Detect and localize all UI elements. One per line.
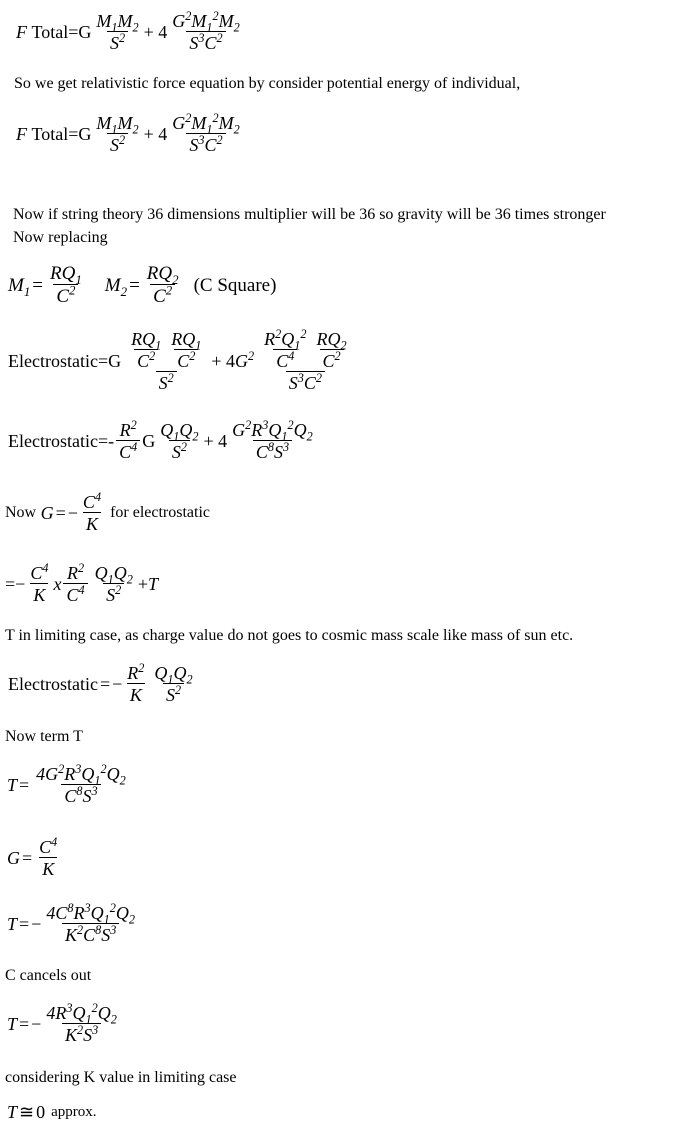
label-electrostatic: Electrostatic=- [8, 431, 115, 451]
fraction-rq2-over-c2: $\frac{RQ_2}{C^2}$ [146, 263, 179, 307]
fraction-g2r3q1sq-q2-over-c8s3: $\frac{G^2R^3Q_1^2Q_2}{C^8S^3}$ [232, 418, 313, 462]
note-c-square: (C Square) [193, 274, 277, 296]
equation-mass-replacement: $M_1$ = $\frac{RQ_1}{C^2}$ $M_2$ = $\frac{RQ_2}{C^2}$ (C Square) [8, 263, 277, 307]
symbol-m1: $M_1$ [8, 274, 31, 299]
note-for-electrostatic: for electrostatic [110, 504, 211, 521]
symbol-f: F [16, 22, 27, 42]
fraction-rq1-over-c2: $\frac{RQ_1}{C^2}$ [50, 263, 82, 307]
fraction-4c8r3q1sq-q2-over-k2c8s3: $\frac{4C^8R^3Q_1^2Q_2}{K^2C^8S^3}$ [46, 901, 135, 945]
fraction-m1m2-over-s2: $\frac{M_1M_2}{S^2}$ [96, 11, 139, 53]
fraction-m1m2-over-s2: $\frac{M_1M_2}{S^2}$ [96, 113, 139, 155]
equation-term-t-substituted: T = − $\frac{4C^8R^3Q_1^2Q_2}{K^2C^8S^3}$ [7, 904, 140, 944]
plus-four: + 4 [211, 351, 236, 371]
fraction-q1q2-over-s2: $\frac{Q_1Q_2}{S^2}$ [154, 663, 193, 705]
label-electrostatic-g: Electrostatic=G [8, 351, 122, 371]
equation-g-value: G = $\frac{C^4}{K}$ [7, 838, 62, 878]
paragraph-now-replacing: Now replacing [13, 229, 108, 246]
label-now: Now [5, 504, 37, 521]
fraction-r2-over-k: $\frac{R^2}{K}$ [127, 661, 145, 705]
paragraph-k-limiting: considering K value in limiting case [5, 1069, 237, 1086]
fraction-4g2r3q1sq-q2-over-c8s3: $\frac{4G^2R^3Q_1^2Q_2}{C^8S^3}$ [36, 762, 126, 806]
equation-t-approx-zero: T ≅ 0 approx. [7, 1102, 97, 1122]
equation-electrostatic-simplified [8, 418, 318, 462]
fraction-r2-over-c4: $\frac{R^2}{C^4}$ [116, 421, 140, 461]
equation-electrostatic-substituted: Electrostatic=G $\frac{RQ_1}{C^2}$ $\frac{RQ_1}{C^2}$ $S^2$ + 4 $G^2$ $\frac{R^2Q_1^2}{C^4}$ $\frac{RQ_2}{C^2}$ $S^3C^2$ [8, 330, 357, 392]
symbol-g: G [142, 431, 156, 451]
equation-term-t: T = $\frac{4G^2R^3Q_1^2Q_2}{C^8S^3}$ [7, 765, 131, 805]
fraction-q1q2-over-s2: $\frac{Q_1Q_2}{S^2}$ [160, 420, 199, 462]
paragraph-string-theory: Now if string theory 36 dimensions multiplier will be 36 so gravity will be 36 times stronger [13, 206, 606, 223]
label-total-g: Total=G [31, 124, 92, 144]
fraction-g2m1sq-m2-over-s3c2: $\frac{G^2M_1^2M_2}{S^3C^2}$ [172, 9, 240, 53]
fraction-compound-rq1-over-s2: $\frac{RQ_1}{C^2}$ $\frac{RQ_1}{C^2}$ $S^2$ [131, 329, 202, 393]
symbol-m2: $M_2$ [104, 274, 128, 299]
equation-substitute-g: =− $\frac{C^4}{K}$ x $\frac{R^2}{C^4}$ $\frac{Q_1Q_2}{S^2}$ + T [5, 561, 159, 605]
fraction-c4-over-k: $\frac{C^4}{K}$ [30, 561, 49, 605]
equation-g-definition: Now G = − $\frac{C^4}{K}$ for electrostatic [5, 490, 211, 534]
label-total-g: Total=G [31, 22, 92, 42]
fraction-c4-over-k: $\frac{C^4}{K}$ [39, 835, 58, 879]
fraction-c4-over-k: $\frac{C^4}{K}$ [82, 490, 102, 534]
plus-four: + 4 [203, 431, 228, 451]
paragraph-limiting-case: T in limiting case, as charge value do not goes to cosmic mass scale like mass of sun etc. [5, 627, 574, 644]
equation-term-t-final: T = − $\frac{4R^3Q_1^2Q_2}{K^2S^3}$ [7, 1004, 122, 1044]
paragraph-relativistic-force: So we get relativistic force equation by consider potential energy of individual, [14, 75, 521, 92]
equation-electrostatic-final: Electrostatic = − $\frac{R^2}{K}$ $\frac{Q_1Q_2}{S^2}$ [8, 664, 198, 704]
plus-four: + 4 [143, 124, 168, 144]
plus-four: + 4 [143, 22, 168, 42]
plus-sign: + [137, 574, 148, 594]
paragraph-c-cancels: C cancels out [5, 967, 92, 984]
equation-force-total-1 [16, 9, 245, 53]
symbol-f: F [16, 124, 27, 144]
fraction-4r3q1sq-q2-over-k2s3: $\frac{4R^3Q_1^2Q_2}{K^2S^3}$ [46, 1001, 117, 1045]
fraction-r2-over-c4: $\frac{R^2}{C^4}$ [63, 564, 87, 604]
label-electrostatic: Electrostatic [8, 674, 98, 694]
fraction-compound-r2q1sq-over-s3c2: $\frac{R^2Q_1^2}{C^4}$ $\frac{RQ_2}{C^2}$ $S^3C^2$ [264, 327, 347, 393]
paragraph-now-term-t: Now term T [5, 728, 83, 745]
equation-force-total-2 [16, 111, 245, 155]
fraction-q1q2-over-s2: $\frac{Q_1Q_2}{S^2}$ [94, 563, 133, 605]
note-approx: approx. [51, 1103, 97, 1120]
fraction-g2m1sq-m2-over-s3c2: $\frac{G^2M_1^2M_2}{S^3C^2}$ [172, 111, 240, 155]
